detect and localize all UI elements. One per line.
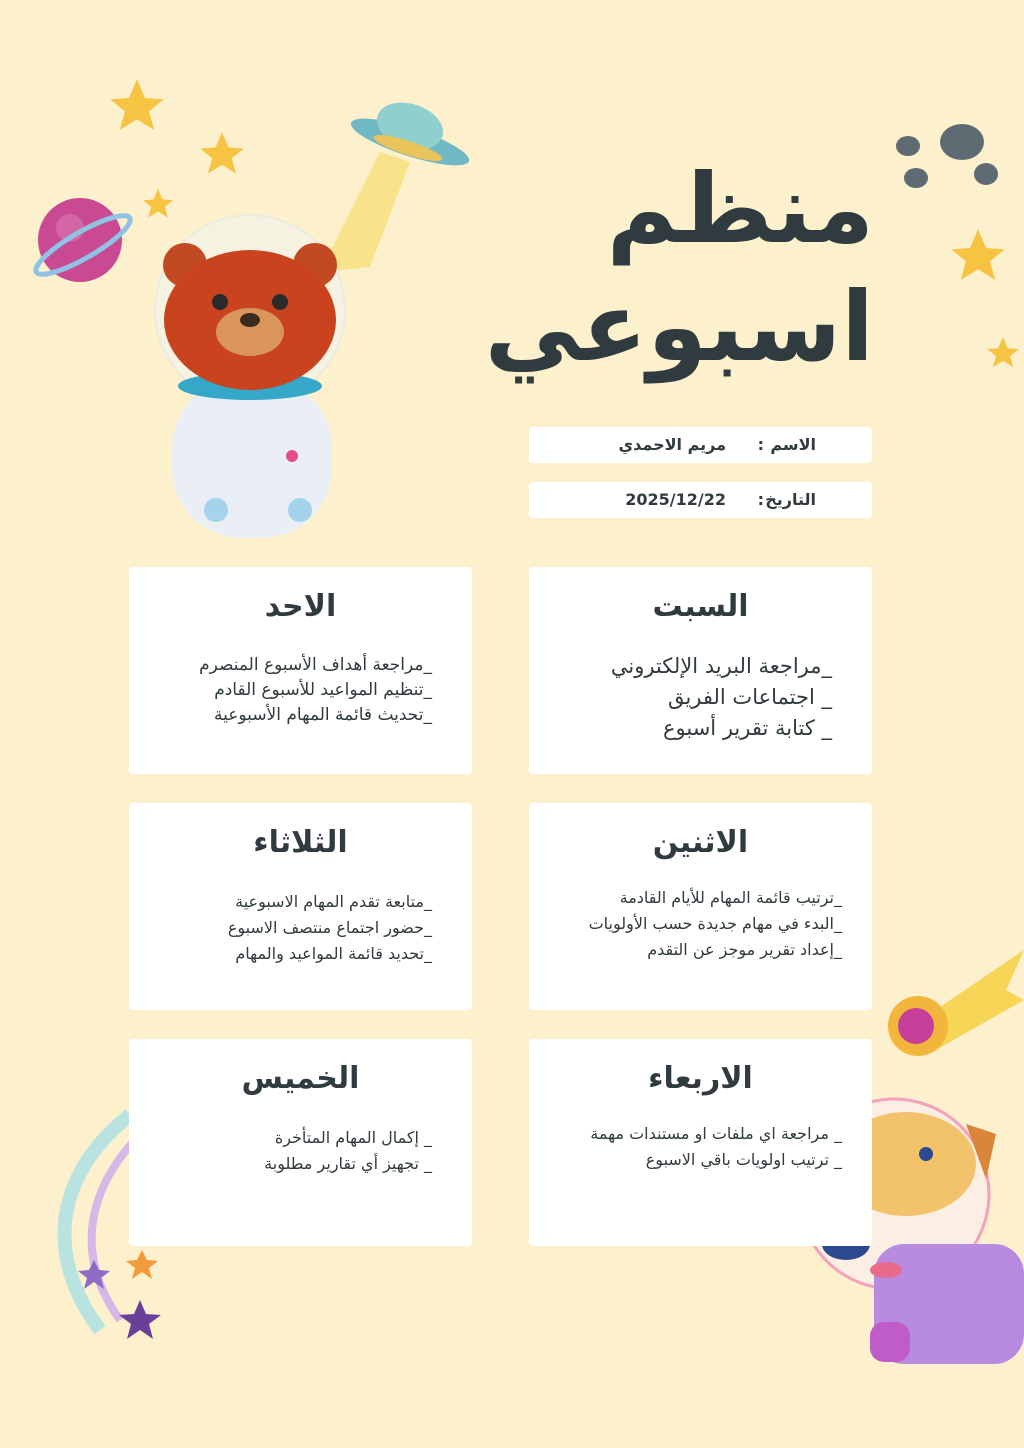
day-title: الاحد	[264, 589, 337, 624]
task-item: _تحديث قائمة المهام الأسبوعية	[214, 705, 432, 725]
task-list	[153, 1125, 432, 1177]
task-item: _ مراجعة اي ملفات او مستندات مهمة	[590, 1124, 842, 1143]
star-icon	[946, 224, 1010, 288]
date-field[interactable]	[529, 482, 872, 518]
task-item: _ تجهيز أي تقارير مطلوبة	[264, 1154, 432, 1173]
task-item: _ ترتيب اولويات باقي الاسبوع	[645, 1150, 842, 1169]
day-title: الثلاثاء	[253, 825, 348, 860]
day-title: الاثنين	[652, 825, 749, 860]
task-list	[553, 1121, 842, 1173]
bear-astronaut	[150, 210, 370, 540]
star-icon	[984, 334, 1022, 372]
task-list	[153, 889, 432, 967]
day-title: الخميس	[241, 1061, 360, 1096]
task-item: _مراجعة أهداف الأسبوع المنصرم	[199, 655, 432, 675]
task-item: _مراجعة البريد الإلكتروني	[610, 654, 832, 678]
task-item: _ترتيب قائمة المهام للأيام القادمة	[619, 888, 842, 907]
task-list	[153, 653, 432, 728]
name-field[interactable]	[529, 427, 872, 463]
day-title: الاربعاء	[648, 1061, 753, 1096]
day-card-thursday	[129, 1039, 472, 1246]
day-card-sunday	[129, 567, 472, 774]
task-item: _تنظيم المواعيد للأسبوع القادم	[214, 680, 432, 700]
comet-icon	[876, 940, 1024, 1060]
title-line-1: منظم	[606, 153, 874, 265]
star-icon	[105, 74, 169, 138]
title-line-2: اسبوعي	[484, 271, 874, 383]
day-card-saturday	[529, 567, 872, 774]
date-value: 2025/12/22	[625, 490, 726, 509]
date-colon: :	[757, 490, 764, 509]
date-label: التاريخ	[765, 490, 816, 509]
task-list	[553, 885, 842, 963]
page-title	[394, 150, 874, 386]
task-item: _البدء في مهام جديدة حسب الأولويات	[588, 914, 842, 933]
task-list	[553, 651, 832, 744]
name-colon: :	[757, 435, 764, 454]
name-label: الاسم	[770, 435, 816, 454]
task-item: _إعداد تقرير موجز عن التقدم	[647, 940, 842, 959]
task-item: _ إكمال المهام المتأخرة	[274, 1128, 432, 1147]
planet-icon	[28, 190, 138, 290]
task-item: _تحديد قائمة المواعيد والمهام	[235, 944, 432, 963]
task-item: _متابعة تقدم المهام الاسبوعية	[235, 892, 432, 911]
day-card-monday	[529, 803, 872, 1010]
task-item: _ اجتماعات الفريق	[667, 685, 832, 709]
star-icon	[196, 128, 248, 180]
day-card-tuesday	[129, 803, 472, 1010]
asteroid-icon	[892, 118, 1002, 198]
task-item: _حضور اجتماع منتصف الاسبوع	[227, 918, 432, 937]
task-item: _ كتابة تقرير أسبوع	[663, 716, 832, 740]
day-title: السبت	[652, 589, 749, 624]
day-card-wednesday	[529, 1039, 872, 1246]
name-value: مريم الاحمدي	[618, 435, 726, 454]
